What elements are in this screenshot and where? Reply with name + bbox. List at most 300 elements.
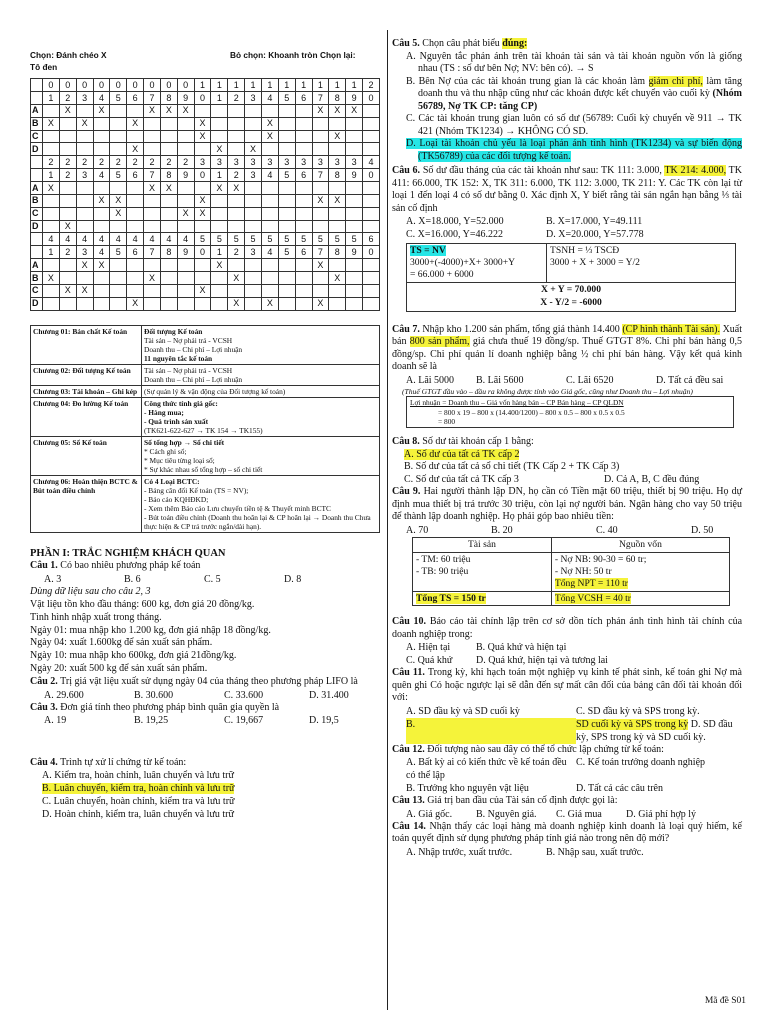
answer-cell[interactable] <box>329 143 346 156</box>
answer-cell[interactable] <box>144 220 161 233</box>
answer-cell[interactable] <box>177 284 194 297</box>
answer-cell[interactable]: X <box>160 182 177 195</box>
answer-cell[interactable] <box>194 182 211 195</box>
answer-cell[interactable] <box>329 117 346 130</box>
answer-cell[interactable]: X <box>76 259 93 272</box>
answer-cell[interactable] <box>346 117 363 130</box>
answer-cell[interactable] <box>363 117 380 130</box>
answer-cell[interactable] <box>228 117 245 130</box>
answer-cell[interactable]: X <box>194 284 211 297</box>
answer-cell[interactable] <box>329 259 346 272</box>
answer-cell[interactable] <box>76 182 93 195</box>
answer-cell[interactable] <box>245 182 262 195</box>
answer-cell[interactable] <box>144 284 161 297</box>
question-number: 0 <box>160 79 177 92</box>
answer-cell[interactable] <box>110 130 127 143</box>
answer-cell[interactable] <box>194 259 211 272</box>
answer-cell[interactable]: X <box>312 105 329 118</box>
answer-cell[interactable] <box>346 259 363 272</box>
option-b[interactable]: B. Bên Nợ của các tài khoản trung gian là các khoản làm giảm chi phí, làm tăng doanh thu và thu nhập cũng như các khoản được kết chuyển vào cuối kỳ (Nhóm 56789, Nợ TK CP: tăng CP) <box>406 75 743 112</box>
answer-cell[interactable] <box>43 143 60 156</box>
option-b[interactable]: B. Quá khứ và hiện tại <box>476 642 567 654</box>
answer-cell[interactable] <box>278 105 295 118</box>
answer-cell[interactable] <box>278 143 295 156</box>
answer-cell[interactable] <box>59 297 76 310</box>
answer-cell[interactable]: X <box>144 272 161 285</box>
answer-cell[interactable]: X <box>59 105 76 118</box>
option-b[interactable]: B. Nguyên giá. <box>476 808 537 820</box>
option-c[interactable]: C. 40 <box>596 524 618 536</box>
answer-cell[interactable] <box>127 182 144 195</box>
answer-cell[interactable]: X <box>110 194 127 207</box>
answer-cell[interactable] <box>127 259 144 272</box>
answer-cell[interactable]: X <box>329 105 346 118</box>
answer-cell[interactable] <box>228 220 245 233</box>
answer-cell[interactable] <box>144 117 161 130</box>
option-b[interactable]: B. Nhập sau, xuất trước. <box>546 846 644 858</box>
answer-cell[interactable] <box>59 182 76 195</box>
option-c[interactable]: C. 5 <box>204 574 221 586</box>
answer-cell[interactable] <box>261 105 278 118</box>
answer-cell[interactable] <box>177 220 194 233</box>
option-b[interactable]: B. 30.600 <box>134 689 174 701</box>
answer-cell[interactable] <box>295 272 312 285</box>
answer-cell[interactable]: X <box>211 143 228 156</box>
answer-cell[interactable]: X <box>346 105 363 118</box>
option-a[interactable]: A. Số dư của tất cả TK cấp 2 <box>404 448 520 460</box>
answer-cell[interactable] <box>160 284 177 297</box>
answer-cell[interactable] <box>278 297 295 310</box>
option-d[interactable]: D. X=20.000, Y=57.778 <box>546 229 644 240</box>
answer-cell[interactable] <box>177 297 194 310</box>
answer-cell[interactable] <box>261 194 278 207</box>
answer-cell[interactable] <box>363 272 380 285</box>
question-number: 3 <box>228 156 245 169</box>
answer-cell[interactable] <box>363 143 380 156</box>
answer-cell[interactable] <box>228 284 245 297</box>
answer-cell[interactable] <box>43 130 60 143</box>
answer-cell[interactable] <box>245 220 262 233</box>
answer-cell[interactable] <box>43 297 60 310</box>
answer-cell[interactable] <box>110 182 127 195</box>
answer-cell[interactable] <box>245 130 262 143</box>
answer-cell[interactable] <box>177 182 194 195</box>
answer-cell[interactable]: X <box>211 259 228 272</box>
answer-cell[interactable] <box>295 182 312 195</box>
option-b[interactable]: B. 6 <box>124 574 141 586</box>
answer-cell[interactable] <box>312 182 329 195</box>
option-d[interactable]: D. Giá phí hợp lý <box>626 808 697 820</box>
answer-cell[interactable] <box>160 272 177 285</box>
answer-cell[interactable] <box>110 220 127 233</box>
answer-cell[interactable] <box>278 259 295 272</box>
option-d[interactable]: D. 8 <box>284 574 302 586</box>
answer-cell[interactable] <box>363 207 380 220</box>
answer-cell[interactable] <box>363 284 380 297</box>
answer-cell[interactable] <box>93 284 110 297</box>
answer-cell[interactable] <box>59 194 76 207</box>
answer-cell[interactable] <box>278 194 295 207</box>
answer-cell[interactable] <box>211 130 228 143</box>
answer-cell[interactable] <box>278 117 295 130</box>
answer-cell[interactable] <box>93 272 110 285</box>
answer-cell[interactable] <box>177 130 194 143</box>
answer-cell[interactable]: X <box>194 194 211 207</box>
answer-cell[interactable] <box>110 105 127 118</box>
answer-cell[interactable] <box>329 182 346 195</box>
answer-cell[interactable] <box>312 207 329 220</box>
answer-cell[interactable]: X <box>261 297 278 310</box>
option-c[interactable]: C. SD đầu kỳ và SPS trong kỳ. <box>576 705 700 717</box>
question-number: 8 <box>160 92 177 105</box>
answer-cell[interactable] <box>245 259 262 272</box>
answer-cell[interactable] <box>43 194 60 207</box>
answer-cell[interactable] <box>363 194 380 207</box>
option-c[interactable]: C. Số dư của tất cả TK cấp 3 <box>404 473 519 485</box>
answer-cell[interactable] <box>329 297 346 310</box>
answer-cell[interactable] <box>363 182 380 195</box>
answer-cell[interactable]: X <box>59 284 76 297</box>
option-b[interactable]: B. Trưởng kho nguyên vật liệu <box>406 783 529 795</box>
answer-cell[interactable] <box>261 284 278 297</box>
answer-cell[interactable] <box>295 259 312 272</box>
answer-cell[interactable] <box>59 117 76 130</box>
answer-cell[interactable] <box>59 272 76 285</box>
answer-cell[interactable] <box>346 143 363 156</box>
answer-cell[interactable]: X <box>127 143 144 156</box>
answer-cell[interactable]: X <box>211 182 228 195</box>
answer-cell[interactable] <box>144 207 161 220</box>
answer-cell[interactable] <box>144 194 161 207</box>
answer-cell[interactable] <box>228 259 245 272</box>
answer-cell[interactable] <box>245 272 262 285</box>
option-d[interactable]: D. Tất cả các câu trên <box>576 783 663 795</box>
option-a[interactable]: A. SD đầu kỳ và SD cuối kỳ <box>406 705 520 717</box>
answer-cell[interactable] <box>211 194 228 207</box>
answer-cell[interactable] <box>93 117 110 130</box>
answer-cell[interactable] <box>160 259 177 272</box>
answer-cell[interactable] <box>144 259 161 272</box>
answer-cell[interactable] <box>127 194 144 207</box>
answer-cell[interactable] <box>110 284 127 297</box>
answer-cell[interactable] <box>127 284 144 297</box>
option-b-text: SD cuối kỳ và SPS trong kỳ <box>576 718 689 730</box>
answer-cell[interactable] <box>93 220 110 233</box>
option-a[interactable]: A. 3 <box>44 574 62 586</box>
option-d[interactable]: D. Hoàn chỉnh, kiểm tra, luân chuyển và lưu trữ <box>42 808 234 820</box>
option-c[interactable]: C. X=16.000, Y=46.222 <box>406 229 504 240</box>
answer-cell[interactable] <box>346 130 363 143</box>
answer-cell[interactable] <box>194 143 211 156</box>
answer-cell[interactable]: X <box>261 117 278 130</box>
answer-cell[interactable] <box>177 143 194 156</box>
answer-cell[interactable] <box>194 220 211 233</box>
answer-cell[interactable] <box>245 297 262 310</box>
answer-cell[interactable] <box>278 207 295 220</box>
answer-cell[interactable] <box>312 220 329 233</box>
answer-cell[interactable] <box>363 297 380 310</box>
answer-cell[interactable] <box>76 297 93 310</box>
answer-cell[interactable] <box>363 105 380 118</box>
answer-cell[interactable] <box>144 130 161 143</box>
answer-cell[interactable] <box>59 259 76 272</box>
answer-cell[interactable] <box>261 259 278 272</box>
answer-cell[interactable] <box>228 130 245 143</box>
answer-cell[interactable] <box>245 194 262 207</box>
answer-cell[interactable]: X <box>245 143 262 156</box>
answer-cell[interactable] <box>363 130 380 143</box>
answer-cell[interactable] <box>346 272 363 285</box>
answer-cell[interactable] <box>194 297 211 310</box>
answer-cell[interactable]: X <box>194 130 211 143</box>
option-d[interactable]: D. Tất cả đều sai <box>656 374 724 386</box>
option-a[interactable]: A. Nguyên tắc phản ánh trên tài khoản tài sản và tài khoản nguồn vốn là giống nhau (TS : số dư bên Nợ; NV: bên có). → S <box>406 50 742 74</box>
answer-cell[interactable] <box>363 220 380 233</box>
solution-line: X - Y/2 = -6000 <box>540 296 602 308</box>
answer-cell[interactable] <box>211 207 228 220</box>
answer-cell[interactable] <box>211 272 228 285</box>
answer-cell[interactable] <box>295 105 312 118</box>
answer-cell[interactable] <box>110 272 127 285</box>
option-a[interactable]: A. Hiện tại <box>406 642 451 654</box>
option-b[interactable]: B. Số dư của tất cả sổ chi tiết (TK Cấp 2 + TK Cấp 3) <box>404 461 620 473</box>
answer-cell[interactable] <box>127 207 144 220</box>
answer-cell[interactable] <box>43 220 60 233</box>
answer-cell[interactable] <box>76 130 93 143</box>
answer-cell[interactable] <box>43 207 60 220</box>
question-number: 2 <box>228 92 245 105</box>
answer-cell[interactable] <box>329 220 346 233</box>
answer-cell[interactable] <box>59 130 76 143</box>
option-a[interactable]: A. Nhập trước, xuất trước. <box>406 846 513 858</box>
answer-cell[interactable] <box>76 194 93 207</box>
answer-cell[interactable] <box>177 259 194 272</box>
answer-cell[interactable]: X <box>177 207 194 220</box>
answer-cell[interactable]: X <box>329 194 346 207</box>
answer-cell[interactable]: X <box>228 297 245 310</box>
answer-cell[interactable] <box>211 117 228 130</box>
option-d[interactable]: D. Loại tài khoản chủ yếu là loại phản ánh tình hình (TK1234) và sự biến động (TK56789) của các đối tượng kế toán. <box>406 138 742 162</box>
option-d[interactable]: D. 50 <box>691 524 714 536</box>
answer-cell[interactable] <box>312 272 329 285</box>
answer-cell[interactable] <box>76 272 93 285</box>
answer-cell[interactable]: X <box>329 130 346 143</box>
option-b[interactable]: B. 19,25 <box>134 715 169 727</box>
answer-cell[interactable] <box>245 117 262 130</box>
option-c[interactable]: C. Các tài khoản trung gian luôn có số dư (56789: Cuối kỳ chuyển về 911 → TK 421 (Nhóm TK1234) → KHÔNG CÓ SD. <box>406 113 742 137</box>
answer-cell[interactable]: X <box>110 207 127 220</box>
answer-cell[interactable] <box>228 105 245 118</box>
option-d[interactable]: D. Quá khứ, hiện tại và tương lai <box>476 655 608 667</box>
option-b[interactable]: B. Luân chuyển, kiểm tra, hoàn chỉnh và lưu trữ <box>42 782 235 794</box>
option-b[interactable]: B. X=17.000, Y=49.111 <box>546 216 643 227</box>
option-d[interactable]: D. 31.400 <box>309 689 349 701</box>
answer-cell[interactable] <box>127 105 144 118</box>
answer-cell[interactable]: X <box>329 272 346 285</box>
answer-cell[interactable] <box>110 297 127 310</box>
answer-cell[interactable] <box>295 297 312 310</box>
answer-cell[interactable] <box>160 130 177 143</box>
answer-cell[interactable] <box>295 130 312 143</box>
answer-cell[interactable] <box>295 143 312 156</box>
answer-cell[interactable] <box>346 207 363 220</box>
option-a[interactable]: A. Giá gốc. <box>406 808 453 820</box>
option-c[interactable]: C. Luân chuyển, hoàn chỉnh, kiểm tra và lưu trữ <box>42 795 235 807</box>
answer-cell[interactable] <box>312 284 329 297</box>
answer-cell[interactable] <box>278 130 295 143</box>
answer-cell[interactable] <box>93 182 110 195</box>
answer-cell[interactable] <box>278 220 295 233</box>
option-b[interactable]: B. 20 <box>491 524 513 536</box>
option-c[interactable]: C. Kế toán trưởng doanh nghiệp <box>576 757 706 769</box>
answer-cell[interactable] <box>346 284 363 297</box>
answer-cell[interactable] <box>76 207 93 220</box>
answer-cell[interactable]: X <box>127 117 144 130</box>
answer-cell[interactable]: X <box>160 105 177 118</box>
answer-cell[interactable] <box>177 272 194 285</box>
answer-cell[interactable]: X <box>127 297 144 310</box>
answer-cell[interactable]: X <box>194 117 211 130</box>
answer-cell[interactable] <box>160 117 177 130</box>
answer-cell[interactable]: X <box>312 194 329 207</box>
answer-cell[interactable] <box>261 220 278 233</box>
answer-cell[interactable] <box>43 105 60 118</box>
answer-cell[interactable] <box>110 117 127 130</box>
answer-cell[interactable] <box>160 194 177 207</box>
answer-cell[interactable] <box>346 194 363 207</box>
answer-cell[interactable] <box>76 143 93 156</box>
answer-cell[interactable] <box>160 143 177 156</box>
answer-cell[interactable] <box>211 284 228 297</box>
answer-cell[interactable] <box>295 117 312 130</box>
answer-cell[interactable]: X <box>228 182 245 195</box>
answer-cell[interactable] <box>278 272 295 285</box>
answer-cell[interactable] <box>261 207 278 220</box>
answer-cell[interactable] <box>228 143 245 156</box>
answer-cell[interactable] <box>127 220 144 233</box>
answer-cell[interactable]: X <box>93 259 110 272</box>
answer-cell[interactable] <box>245 105 262 118</box>
answer-cell[interactable]: X <box>312 297 329 310</box>
answer-cell[interactable] <box>127 272 144 285</box>
answer-cell[interactable]: X <box>93 194 110 207</box>
answer-cell[interactable]: X <box>43 272 60 285</box>
answer-cell[interactable] <box>363 259 380 272</box>
answer-cell[interactable] <box>312 143 329 156</box>
answer-cell[interactable] <box>228 207 245 220</box>
answer-cell[interactable] <box>110 259 127 272</box>
answer-cell[interactable]: X <box>144 182 161 195</box>
answer-cell[interactable] <box>261 272 278 285</box>
answer-cell[interactable] <box>278 284 295 297</box>
option-a[interactable]: A. 19 <box>44 715 67 727</box>
answer-cell[interactable] <box>329 284 346 297</box>
answer-cell[interactable] <box>295 194 312 207</box>
answer-cell[interactable] <box>261 143 278 156</box>
answer-cell[interactable] <box>228 194 245 207</box>
answer-cell[interactable] <box>76 220 93 233</box>
answer-cell[interactable] <box>194 105 211 118</box>
answer-cell[interactable]: X <box>43 117 60 130</box>
answer-cell[interactable] <box>211 220 228 233</box>
option-b[interactable]: B. Lãi 5600 <box>476 374 524 386</box>
answer-cell[interactable] <box>160 207 177 220</box>
answer-cell[interactable] <box>43 284 60 297</box>
answer-cell[interactable]: X <box>59 220 76 233</box>
answer-cell[interactable] <box>194 272 211 285</box>
answer-cell[interactable] <box>346 182 363 195</box>
option-b[interactable]: B. <box>406 718 576 744</box>
option-d[interactable]: D. 19,5 <box>309 715 339 727</box>
answer-cell[interactable]: X <box>194 207 211 220</box>
answer-cell[interactable] <box>144 143 161 156</box>
answer-cell[interactable] <box>59 207 76 220</box>
answer-cell[interactable] <box>93 207 110 220</box>
option-d[interactable]: D. SD đầu kỳ, SPS trong kỳ và SD cuối kỳ. <box>576 718 733 743</box>
answer-cell[interactable] <box>329 207 346 220</box>
answer-cell[interactable] <box>93 297 110 310</box>
option-a[interactable]: A. Bất kỳ ai có kiến thức về kế toán đều có thể lập <box>406 757 567 782</box>
answer-cell[interactable] <box>160 297 177 310</box>
answer-cell[interactable] <box>177 117 194 130</box>
answer-cell[interactable] <box>346 297 363 310</box>
answer-cell[interactable] <box>110 143 127 156</box>
answer-cell[interactable]: X <box>144 105 161 118</box>
answer-cell[interactable]: X <box>76 117 93 130</box>
answer-cell[interactable] <box>295 207 312 220</box>
answer-cell[interactable] <box>312 130 329 143</box>
answer-cell[interactable]: X <box>261 130 278 143</box>
answer-cell[interactable]: X <box>228 272 245 285</box>
answer-cell[interactable] <box>278 182 295 195</box>
option-a[interactable]: A. Kiểm tra, hoàn chỉnh, luân chuyển và lưu trữ <box>42 770 234 782</box>
option-a[interactable]: A. Lãi 5000 <box>406 374 455 386</box>
option-c[interactable]: C. 33.600 <box>224 689 264 701</box>
answer-cell[interactable] <box>261 182 278 195</box>
answer-cell[interactable] <box>177 194 194 207</box>
answer-cell[interactable] <box>312 117 329 130</box>
option-c[interactable]: C. 19,667 <box>224 715 264 727</box>
answer-cell[interactable] <box>346 220 363 233</box>
answer-cell[interactable] <box>59 143 76 156</box>
option-c[interactable]: C. Lãi 6520 <box>566 374 614 386</box>
answer-cell[interactable] <box>93 143 110 156</box>
answer-cell[interactable]: X <box>312 259 329 272</box>
answer-cell[interactable] <box>211 297 228 310</box>
option-a[interactable]: A. 29.600 <box>44 689 84 701</box>
answer-cell[interactable] <box>245 207 262 220</box>
answer-cell[interactable] <box>43 259 60 272</box>
option-c[interactable]: C. Giá mua <box>556 808 602 820</box>
answer-cell[interactable] <box>144 297 161 310</box>
option-d[interactable]: D. Cả A, B, C đều đúng <box>604 473 700 485</box>
answer-cell[interactable]: X <box>177 105 194 118</box>
answer-cell[interactable] <box>93 130 110 143</box>
answer-cell[interactable] <box>211 105 228 118</box>
answer-cell[interactable]: X <box>43 182 60 195</box>
option-a[interactable]: A. X=18.000, Y=52.000 <box>406 216 504 227</box>
answer-cell[interactable]: X <box>93 105 110 118</box>
option-c[interactable]: C. Quá khứ <box>406 655 453 667</box>
answer-cell[interactable] <box>76 105 93 118</box>
answer-cell[interactable]: X <box>76 284 93 297</box>
answer-cell[interactable] <box>160 220 177 233</box>
answer-cell[interactable] <box>127 130 144 143</box>
answer-cell[interactable] <box>295 220 312 233</box>
answer-cell[interactable] <box>245 284 262 297</box>
answer-cell[interactable] <box>295 284 312 297</box>
option-a[interactable]: A. 70 <box>406 524 429 536</box>
